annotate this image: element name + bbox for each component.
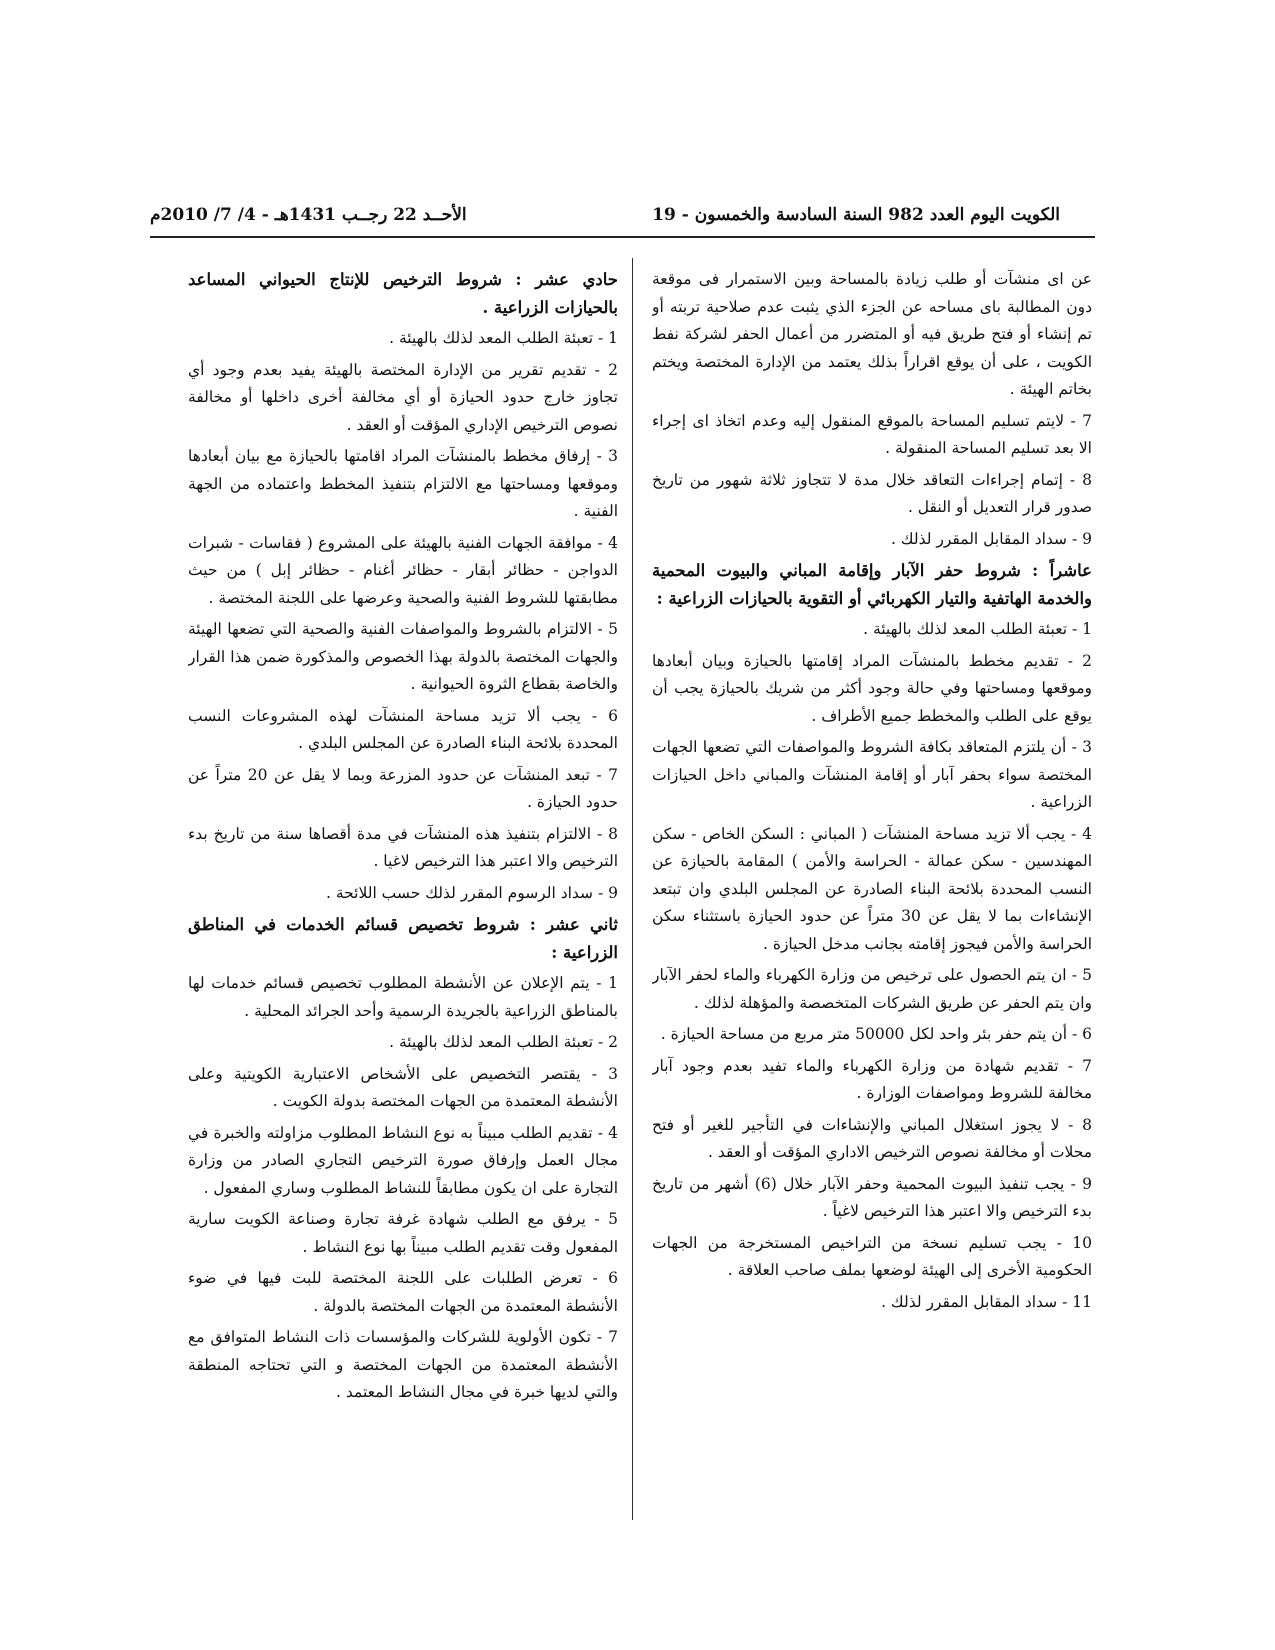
- section-12-item-6: 6 - تعرض الطلبات على اللجنة المختصة للبت فيها في ضوء الأنشطة المعتمدة من الجهات المختصة بالدولة .: [188, 1269, 618, 1315]
- section-12-item-2: 2 - تعبئة الطلب المعد لذلك بالهيئة .: [389, 1033, 618, 1051]
- section-11-item-6: 6 - يجب ألا تزيد مساحة المنشآت لهذه المشروعات النسب المحددة بلائحة البناء الصادرة عن المجلس البلدي .: [188, 706, 618, 752]
- section-10-item-2: 2 - تقديم مخطط بالمنشآت المراد إقامتها بالحيازة وبيان أبعادها وموقعها ومساحتها وفي حالة وجود أكثر من شريك بالحيازة يجب أن يوقع على الطلب والمخطط جميع الأطراف .: [652, 651, 1092, 725]
- section-12-item-1: 1 - يتم الإعلان عن الأنشطة المطلوب تخصيص قسائم خدمات لها بالمناطق الزراعية بالجريدة الرسمية وأحد الجرائد المحلية .: [188, 974, 618, 1020]
- section-11-item-9: 9 - سداد الرسوم المقرر لذلك حسب اللائحة .: [325, 883, 618, 902]
- section-12-item-4: 4 - تقديم الطلب مبيناً به نوع النشاط المطلوب مزاولته والخبرة في مجال العمل وإرفاق صورة الترخيص التجاري الصادر من وزارة التجارة على ان يكون مطابقاً للنشاط المطلوب وساري المفعول .: [188, 1123, 618, 1197]
- right-column: [652, 266, 1092, 1516]
- gazette-date-header: الأحــد 22 رجــب 1431هـ - 4/ 7/ 2010م: [150, 205, 467, 225]
- section-11-item-3: 3 - إرفاق مخطط بالمنشآت المراد اقامتها بالحيازة مع بيان أبعادها وموقعها ومساحتها مع الالتزام بتنفيذ المخطط واعتماده من الجهة الفنية .: [188, 447, 618, 520]
- section-11-item-7: 7 - تبعد المنشآت عن حدود المزرعة وبما لا يقل عن 20 متراً عن حدود الحيازة .: [188, 765, 618, 811]
- section-12-item-7: 7 - تكون الأولوية للشركات والمؤسسات ذات النشاط المتوافق مع الأنشطة المعتمدة من الجهات المختصة و التي تحتاجه المنطقة والتي لديها خبرة في مجال النشاط المعتمد .: [188, 1328, 618, 1401]
- section-10-item-8: 8 - لا يجوز استغلال المباني والإنشاءات في التأجير للغير أو فتح محلات أو مخالفة نصوص الترخيص الاداري المؤقت أو العقد .: [652, 1115, 1092, 1161]
- section-10-item-9: 9 - يجب تنفيذ البيوت المحمية وحفر الآبار خلال (6) أشهر من تاريخ بدء الترخيص والا اعتبر هذا الترخيص لاغياً .: [652, 1174, 1092, 1220]
- column-divider: [632, 258, 633, 1520]
- section-11-item-1: 1 - تعبئة الطلب المعد لذلك بالهيئة .: [389, 329, 618, 347]
- section-11-item-4: 4 - موافقة الجهات الفنية بالهيئة على المشروع ( فقاسات - شبرات الدواجن - حظائر أبقار - حظائر أغنام - حظائر إبل ) من حيث مطابقتها للشروط الفنية والصحية وعرضها على اللجنة المختصة .: [188, 533, 618, 607]
- section-10-item-7: 7 - تقديم شهادة من وزارة الكهرباء والماء تفيد بعدم وجود آبار مخالفة للشروط ومواصفات الوزارة .: [652, 1056, 1092, 1102]
- section-11-item-2: 2 - تقديم تقرير من الإدارة المختصة بالهيئة يفيد بعدم وجود أي تجاوز خارج حدود الحيازة أو أي مخالفة أخرى داخلها أو مخالفة نصوص الترخيص الإداري المؤقت أو العقد .: [188, 360, 618, 434]
- clause-item-8: 8 - إتمام إجراءات التعاقد خلال مدة لا تتجاوز ثلاثة شهور من تاريخ صدور قرار التعديل أو النقل .: [652, 470, 1092, 516]
- section-10-title: عاشراً : شروط حفر الآبار وإقامة المباني والبيوت المحمية والخدمة الهاتفية والتيار الكهربائي أو التقوية بالحيازات الزراعية :: [652, 561, 1092, 608]
- section-11-item-5: 5 - الالتزام بالشروط والمواصفات الفنية والصحية التي تضعها الهيئة والجهات المختصة بالدولة بهذا الخصوص والمذكورة ضمن هذا القرار والخاصة بقطاع الثروة الحيوانية .: [188, 620, 618, 693]
- clause-item-9: 9 - سداد المقابل المقرر لذلك .: [890, 529, 1092, 548]
- section-10-item-11: 11 - سداد المقابل المقرر لذلك .: [881, 1292, 1092, 1311]
- section-10-item-6: 6 - أن يتم حفر بئر واحد لكل 50000 متر مربع من مساحة الحيازة .: [660, 1025, 1092, 1043]
- section-12-item-5: 5 - يرفق مع الطلب شهادة غرفة تجارة وصناعة الكويت سارية المفعول وقت تقديم الطلب مبيناً بها نوع النشاط .: [188, 1210, 618, 1256]
- section-10-item-1: 1 - تعبئة الطلب المعد لذلك بالهيئة .: [863, 620, 1092, 638]
- section-11-item-8: 8 - الالتزام بتنفيذ هذه المنشآت في مدة أقصاها سنة من تاريخ بدء الترخيص والا اعتبر هذا الترخيص لاغيا .: [188, 824, 618, 870]
- paragraph-continued: عن اى منشآت أو طلب زيادة بالمساحة وبين الاستمرار فى موقعة دون المطالبة باى مساحه عن الجزء الذي يثبت عدم صلاحية تربته أو تم إنشاء أو فتح طريق فيه أو المتضرر من أعمال الحفر لشركة نفط الكويت ، على أن يوقع اقراراً بذلك يعتمد من الإدارة المختصة ويختم بخاتم الهيئة .: [652, 270, 1092, 398]
- clause-item-7: 7 - لايتم تسليم المساحة بالموقع المنقول إليه وعدم اتخاذ اى إجراء الا بعد تسليم المساحة المنقولة .: [652, 411, 1092, 457]
- left-column: [188, 266, 618, 1526]
- section-11-title: حادي عشر : شروط الترخيص للإنتاج الحيواني المساعد بالحيازات الزراعية .: [188, 270, 618, 317]
- gazette-issue-header: الكويت اليوم العدد 982 السنة السادسة والخمسون - 19: [652, 205, 1060, 225]
- section-10-item-5: 5 - ان يتم الحصول على ترخيص من وزارة الكهرباء والماء لحفر الآبار وان يتم الحفر عن طريق الشركات المتخصصة والمؤهلة لذلك .: [652, 966, 1092, 1012]
- section-10-item-4: 4 - يجب ألا تزيد مساحة المنشآت ( المباني : السكن الخاص - سكن المهندسين - سكن عمالة - الحراسة والأمن ) المقامة بالحيازة عن النسب المحددة بلائحة البناء الصادرة عن المجلس البلدي وان تبتعد الإنشاءات بما لا يقل عن 30 متراً عن حدود الحيازة باستثناء سكن الحراسة والأمن فيجوز إقامته بجانب مدخل الحيازة .: [652, 824, 1092, 953]
- section-10-item-10: 10 - يجب تسليم نسخة من التراخيص المستخرجة من الجهات الحكومية الأخرى إلى الهيئة لوضعها بملف صاحب العلاقة .: [652, 1233, 1092, 1279]
- header-divider: [150, 236, 1095, 238]
- section-12-title: ثاني عشر : شروط تخصيص قسائم الخدمات في المناطق الزراعية :: [188, 915, 618, 962]
- section-10-item-3: 3 - أن يلتزم المتعاقد بكافة الشروط والمواصفات التي تضعها الجهات المختصة سواء بحفر آبار أو إقامة المنشآت والمباني داخل الحيازات الزراعية .: [652, 738, 1092, 811]
- section-12-item-3: 3 - يقتصر التخصيص على الأشخاص الاعتبارية الكويتية وعلى الأنشطة المعتمدة من الجهات المختصة بدولة الكويت .: [188, 1064, 618, 1110]
